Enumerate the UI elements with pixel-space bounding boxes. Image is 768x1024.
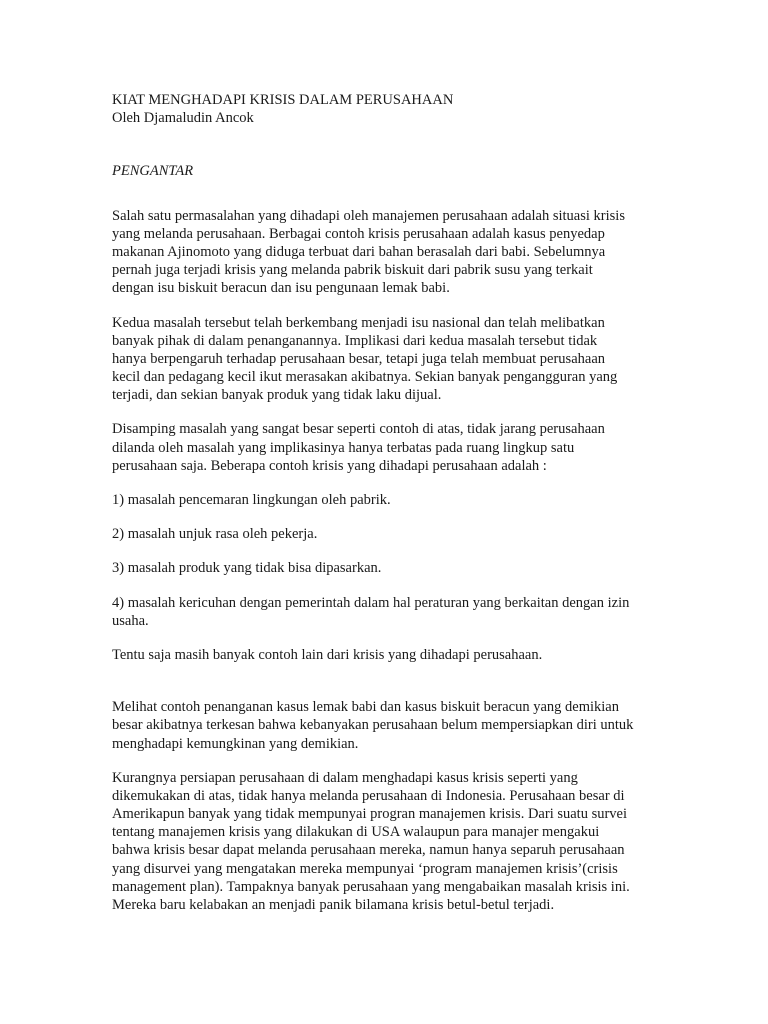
section-heading-text: PENGANTAR — [112, 163, 194, 180]
document-body — [112, 91, 660, 930]
paragraph-line: Salah satu permasalahan yang dihadapi oleh manajemen perusahaan adalah situasi krisis — [112, 207, 625, 224]
list-item-text: 3) masalah produk yang tidak bisa dipasarkan. — [112, 560, 382, 577]
list-item — [112, 525, 660, 543]
paragraph-other-examples — [112, 646, 660, 664]
list-item — [112, 559, 660, 577]
paragraph-line: terjadi, dan sekian banyak produk yang tidak laku dijual. — [112, 387, 442, 404]
list-item — [112, 594, 660, 630]
document-author: Oleh Djamaludin Ancok — [112, 110, 254, 127]
paragraph-line: yang melanda perusahaan. Berbagai contoh krisis perusahaan adalah kasus penyedap — [112, 225, 605, 242]
paragraph-line: dikemukakan di atas, tidak hanya melanda perusahaan di Indonesia. Perusahaan besar di — [112, 787, 625, 804]
paragraph-line: hanya berpengaruh terhadap perusahaan besar, tetapi juga telah membuat perusahaan — [112, 350, 605, 367]
paragraph-line: menghadapi kemungkinan yang demikian. — [112, 735, 359, 752]
list-item-text: 2) masalah unjuk rasa oleh pekerja. — [112, 526, 318, 543]
paragraph-line: makanan Ajinomoto yang diduga terbuat dari bahan berasalah dari babi. Sebelumnya — [112, 243, 606, 260]
paragraph-examples-intro — [112, 420, 660, 475]
paragraph-line: perusahaan saja. Beberapa contoh krisis yang dihadapi perusahaan adalah : — [112, 457, 547, 474]
list-item-text: usaha. — [112, 612, 149, 629]
paragraph-line: banyak pihak di dalam penanganannya. Implikasi dari kedua masalah tersebut tidak — [112, 332, 598, 349]
paragraph-line: Amerikapun banyak yang tidak mempunyai progran manajemen krisis. Dari suatu survei — [112, 806, 628, 823]
paragraph-line: kecil dan pedagang kecil ikut merasakan akibatnya. Sekian banyak pengangguran yang — [112, 369, 618, 386]
paragraph-line: yang disurvei yang mengatakan mereka mempunyai ‘program manajemen krisis’(crisis — [112, 860, 618, 877]
paragraph-line: pernah juga terjadi krisis yang melanda pabrik biskuit dari pabrik susu yang terkait — [112, 262, 593, 279]
paragraph-line: besar akibatnya terkesan bahwa kebanyakan perusahaan belum mempersiapkan diri untuk — [112, 717, 634, 734]
paragraph-line: Tentu saja masih banyak contoh lain dari krisis yang dihadapi perusahaan. — [112, 646, 543, 663]
paragraph-impact — [112, 314, 660, 405]
paragraph-line: Mereka baru kelabakan an menjadi panik bilamana krisis betul-betul terjadi. — [112, 897, 555, 913]
document-title: KIAT MENGHADAPI KRISIS DALAM PERUSAHAAN — [112, 92, 454, 108]
paragraph-line: management plan). Tampaknya banyak perusahaan yang mengabaikan masalah krisis ini. — [112, 878, 630, 895]
section-heading — [112, 162, 660, 180]
paragraph-line: Disamping masalah yang sangat besar seperti contoh di atas, tidak jarang perusahaan — [112, 421, 605, 438]
list-item — [112, 491, 660, 509]
paragraph-line: Melihat contoh penanganan kasus lemak babi dan kasus biskuit beracun yang demikian — [112, 699, 619, 716]
paragraph-line: Kurangnya persiapan perusahaan di dalam menghadapi kasus krisis seperti yang — [112, 769, 578, 786]
paragraph-observation — [112, 698, 660, 753]
list-item-text: 4) masalah kericuhan dengan pemerintah dalam hal peraturan yang berkaitan dengan izin — [112, 594, 630, 611]
paragraph-line: tentang manajemen krisis yang dilakukan di USA walaupun para manajer mengakui — [112, 824, 600, 841]
paragraph-line: dilanda oleh masalah yang implikasinya hanya terbatas pada ruang lingkup satu — [112, 439, 575, 456]
paragraph-line: Kedua masalah tersebut telah berkembang menjadi isu nasional dan telah melibatkan — [112, 314, 605, 331]
paragraph-line: bahwa krisis besar dapat melanda perusahaan mereka, namun hanya separuh perusahaan — [112, 842, 625, 859]
paragraph-intro — [112, 207, 660, 298]
paragraph-preparation — [112, 769, 660, 915]
list-item-text: 1) masalah pencemaran lingkungan oleh pabrik. — [112, 492, 391, 508]
title-block — [112, 91, 660, 127]
paragraph-line: dengan isu biskuit beracun dan isu pengunaan lemak babi. — [112, 280, 450, 297]
